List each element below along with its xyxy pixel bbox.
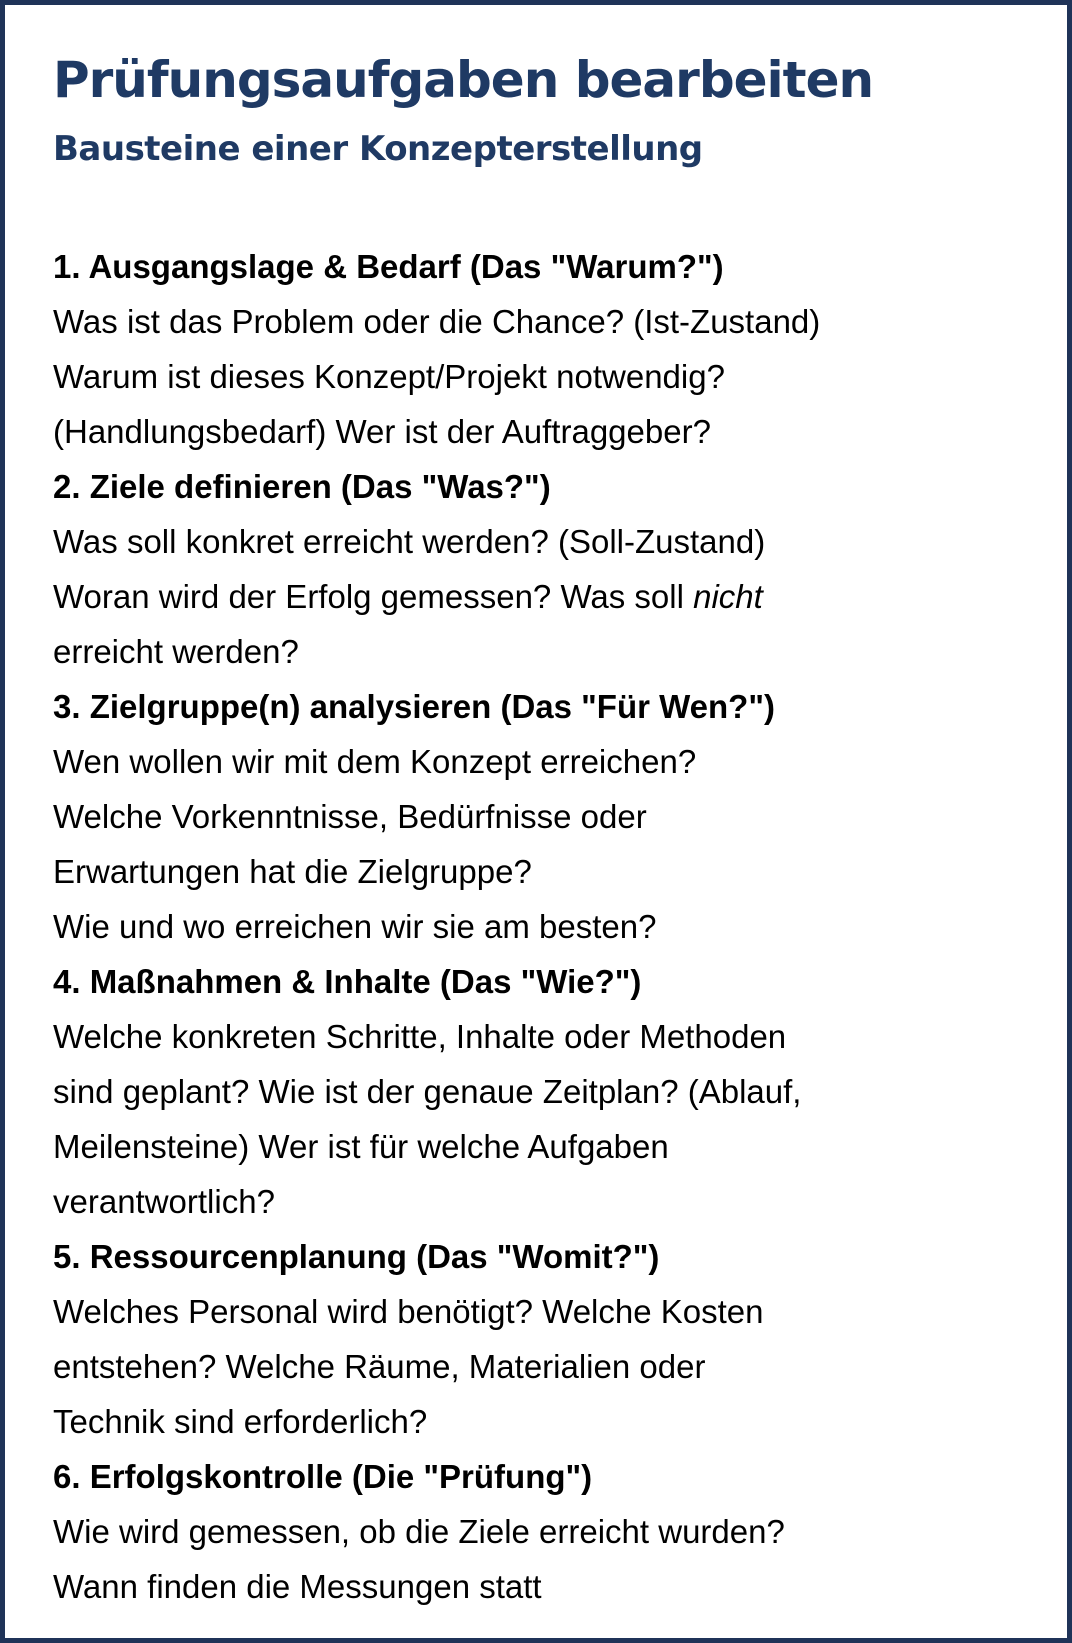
section-text: Warum ist dieses Konzept/Projekt notwendig?	[53, 358, 725, 395]
section-heading: 2. Ziele definieren (Das "Was?")	[53, 468, 551, 505]
section-text: verantwortlich?	[53, 1183, 275, 1220]
section-heading: 5. Ressourcenplanung (Das "Womit?")	[53, 1238, 660, 1275]
section-text: entstehen? Welche Räume, Materialien oder	[53, 1348, 706, 1385]
section-text: Wann finden die Messungen statt	[53, 1568, 542, 1605]
section-text: Meilensteine) Wer ist für welche Aufgaben	[53, 1128, 669, 1165]
section-text: sind geplant? Wie ist der genaue Zeitplan? (Ablauf,	[53, 1073, 802, 1110]
section-text: Wie wird gemessen, ob die Ziele erreicht wurden?	[53, 1513, 785, 1550]
section-heading: 6. Erfolgskontrolle (Die "Prüfung")	[53, 1458, 593, 1495]
content-body	[53, 239, 820, 1614]
section-text: Welche konkreten Schritte, Inhalte oder Methoden	[53, 1018, 787, 1055]
emphasis-text: nicht	[693, 578, 763, 615]
section-text: Wie und wo erreichen wir sie am besten?	[53, 908, 657, 945]
section-text-part: Woran wird der Erfolg gemessen? Was soll	[53, 578, 694, 615]
section-text	[53, 569, 820, 624]
section-heading: 1. Ausgangslage & Bedarf (Das "Warum?")	[53, 248, 724, 285]
section-text: Erwartungen hat die Zielgruppe?	[53, 853, 532, 890]
section-text: Welche Vorkenntnisse, Bedürfnisse oder	[53, 798, 647, 835]
section-text: (Handlungsbedarf) Wer ist der Auftraggeber?	[53, 413, 711, 450]
section-heading: 4. Maßnahmen & Inhalte (Das "Wie?")	[53, 963, 642, 1000]
section-heading: 3. Zielgruppe(n) analysieren (Das "Für Wen?")	[53, 688, 775, 725]
section-text: Was ist das Problem oder die Chance? (Ist-Zustand)	[53, 303, 821, 340]
section-text: Wen wollen wir mit dem Konzept erreichen?	[53, 743, 697, 780]
section-text: Welches Personal wird benötigt? Welche Kosten	[53, 1293, 764, 1330]
section-text: Was soll konkret erreicht werden? (Soll-Zustand)	[53, 523, 766, 560]
section-text: Technik sind erforderlich?	[53, 1403, 428, 1440]
section-text: erreicht werden?	[53, 633, 299, 670]
page-subtitle: Bausteine einer Konzepterstellung	[53, 129, 703, 169]
page-title: Prüfungsaufgaben bearbeiten	[53, 51, 874, 109]
